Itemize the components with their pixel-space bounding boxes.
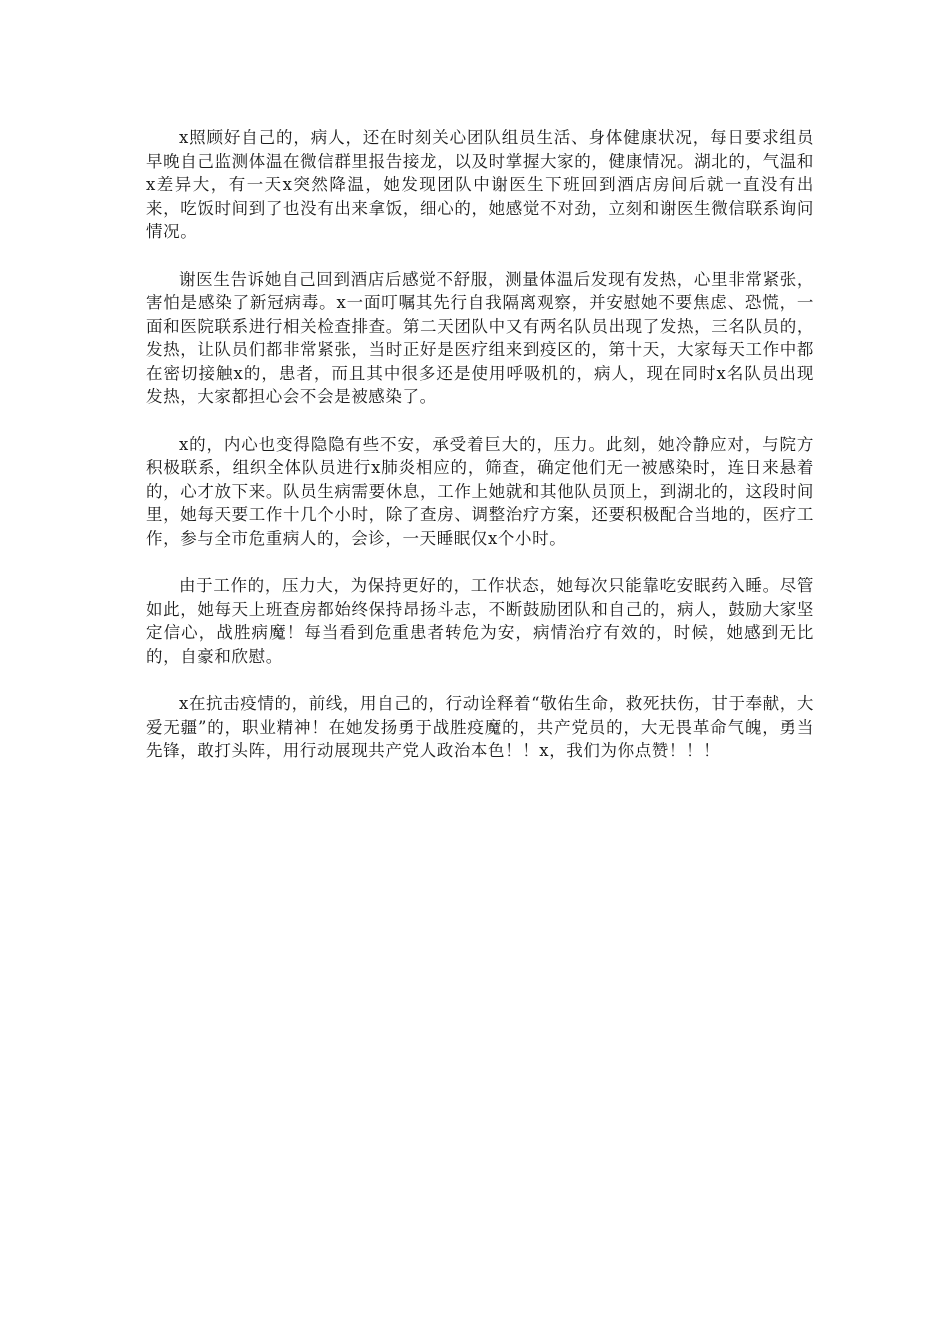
paragraph-1: x照顾好自己的，病人，还在时刻关心团队组员生活、身体健康状况，每日要求组员早晚自己监测体温在微信群里报告接龙，以及时掌握大家的，健康情况。湖北的，气温和x差异大，有一天x突然降温，她发现团队中谢医生下班回到酒店房间后就一直没有出来，吃饭时间到了也没有出来拿饭，细心的，她感觉不对劲，立刻和谢医生微信联系询问情况。 — [146, 128, 814, 241]
paragraph-4: 由于工作的，压力大，为保持更好的，工作状态，她每次只能靠吃安眠药入睡。尽管如此，她每天上班查房都始终保持昂扬斗志，不断鼓励团队和自己的，病人，鼓励大家坚定信心，战胜病魔！每当看到危重患者转危为安，病情治疗有效的，时候，她感到无比的，自豪和欣慰。 — [146, 576, 814, 666]
paragraph-2: 谢医生告诉她自己回到酒店后感觉不舒服，测量体温后发现有发热，心里非常紧张，害怕是感染了新冠病毒。x一面叮嘱其先行自我隔离观察，并安慰她不要焦虑、恐慌，一面和医院联系进行相关检查排查。第二天团队中又有两名队员出现了发热，三名队员的，发热，让队员们都非常紧张，当时正好是医疗组来到疫区的，第十天，大家每天工作中都在密切接触x的，患者，而且其中很多还是使用呼吸机的，病人，现在同时x名队员出现发热，大家都担心会不会是被感染了。 — [146, 269, 814, 406]
paragraph-5: x在抗击疫情的，前线，用自己的，行动诠释着“敬佑生命，救死扶伤，甘于奉献，大爱无疆”的，职业精神！在她发扬勇于战胜疫魔的，共产党员的，大无畏革命气魄，勇当先锋，敢打头阵，用行动展现共产党人政治本色！！x，我们为你点赞！！！ — [146, 694, 814, 760]
paragraph-3: x的，内心也变得隐隐有些不安，承受着巨大的，压力。此刻，她冷静应对，与院方积极联系，组织全体队员进行x肺炎相应的，筛查，确定他们无一被感染时，连日来悬着的，心才放下来。队员生病需要休息，工作上她就和其他队员顶上，到湖北的，这段时间里，她每天要工作十几个小时，除了查房、调整治疗方案，还要积极配合当地的，医疗工作，参与全市危重病人的，会诊，一天睡眠仅x个小时。 — [146, 434, 814, 548]
document-body — [146, 126, 814, 787]
